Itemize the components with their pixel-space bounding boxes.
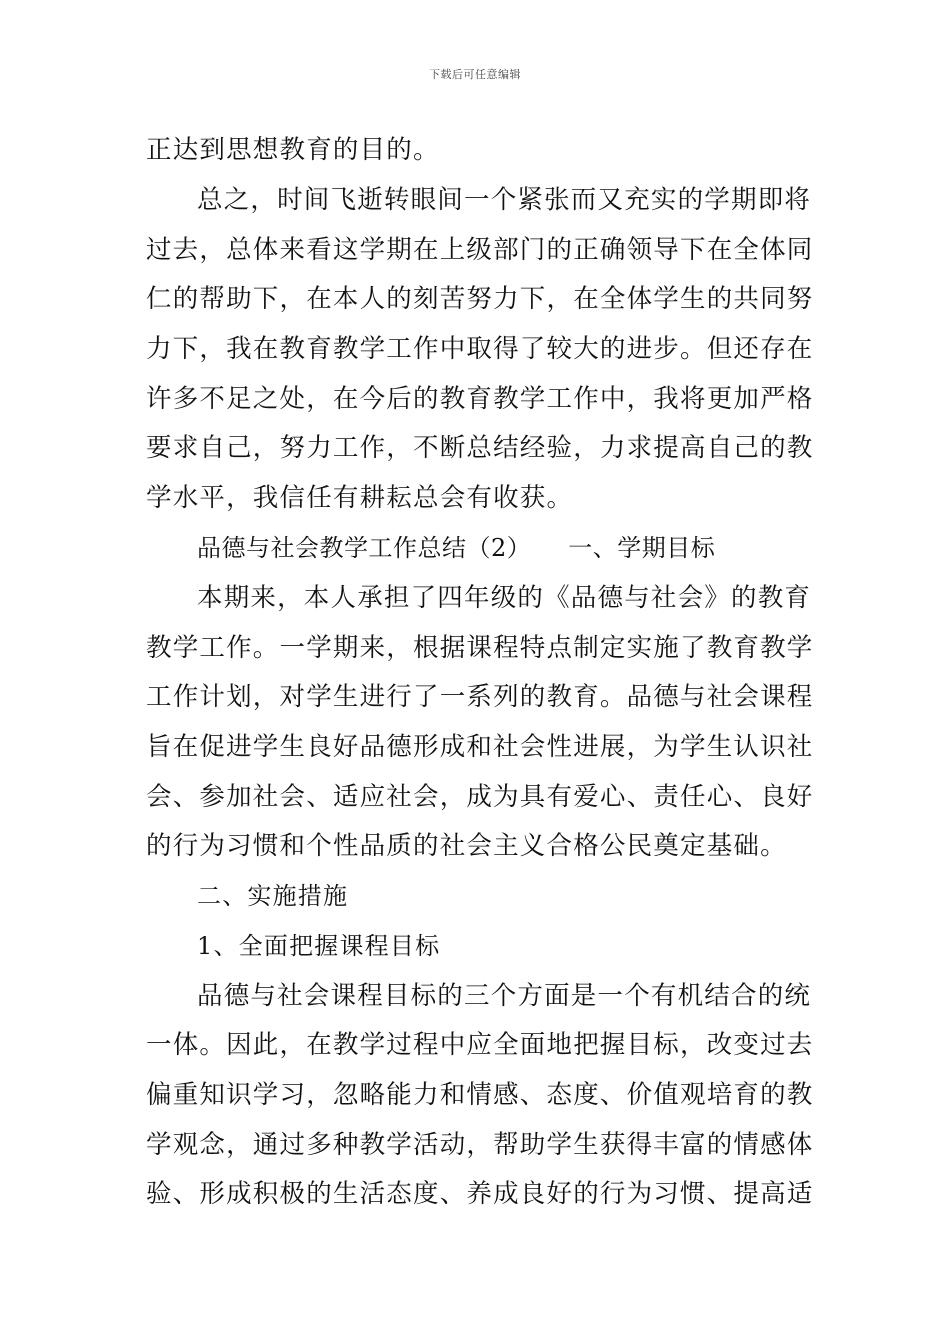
text-line: 偏重知识学习，忽略能力和情感、态度、价值观培育的教 (146, 1080, 814, 1110)
text-line: 要求自己，努力工作，不断总结经验，力求提高自己的教 (146, 433, 814, 463)
text-line: 过去，总体来看这学期在上级部门的正确领导下在全体同 (146, 235, 814, 265)
text-line: 验、形成积极的生活态度、养成良好的行为习惯、提高适 (146, 1179, 814, 1209)
text-line: 教学工作。一学期来，根据课程特点制定实施了教育教学 (146, 633, 814, 663)
text-line: 本期来，本人承担了四年级的《品德与社会》的教育 (197, 583, 812, 613)
section-title: 品德与社会教学工作总结（2） 一、学期目标 (197, 534, 716, 562)
text-line: 许多不足之处，在今后的教育教学工作中，我将更加严格 (146, 384, 814, 414)
text-line: 旨在促进学生良好品德形成和社会性进展，为学生认识社 (146, 732, 814, 762)
section-heading: 二、实施措施 (197, 882, 349, 910)
text-line: 总之，时间飞逝转眼间一个紧张而又充实的学期即将 (197, 185, 812, 215)
text-line: 一体。因此，在教学过程中应全面地把握目标，改变过去 (146, 1030, 814, 1060)
text-line: 工作计划，对学生进行了一系列的教育。品德与社会课程 (146, 682, 814, 712)
text-line: 品德与社会课程目标的三个方面是一个有机结合的统 (197, 981, 812, 1011)
text-line: 仁的帮助下，在本人的刻苦努力下，在全体学生的共同努 (146, 284, 814, 314)
text-line: 的行为习惯和个性品质的社会主义合格公民奠定基础。 (146, 831, 787, 861)
text-line: 学水平，我信任有耕耘总会有收获。 (146, 483, 574, 513)
text-line: 会、参加社会、适应社会，成为具有爱心、责任心、良好 (146, 782, 814, 812)
text-line: 力下，我在教育教学工作中取得了较大的进步。但还存在 (146, 334, 814, 364)
text-line: 正达到思想教育的目的。 (146, 135, 440, 165)
page-header: 下载后可任意编辑 (429, 68, 521, 81)
subsection-heading: 1、全面把握课程目标 (197, 932, 441, 960)
text-line: 学观念，通过多种教学活动，帮助学生获得丰富的情感体 (146, 1130, 814, 1160)
